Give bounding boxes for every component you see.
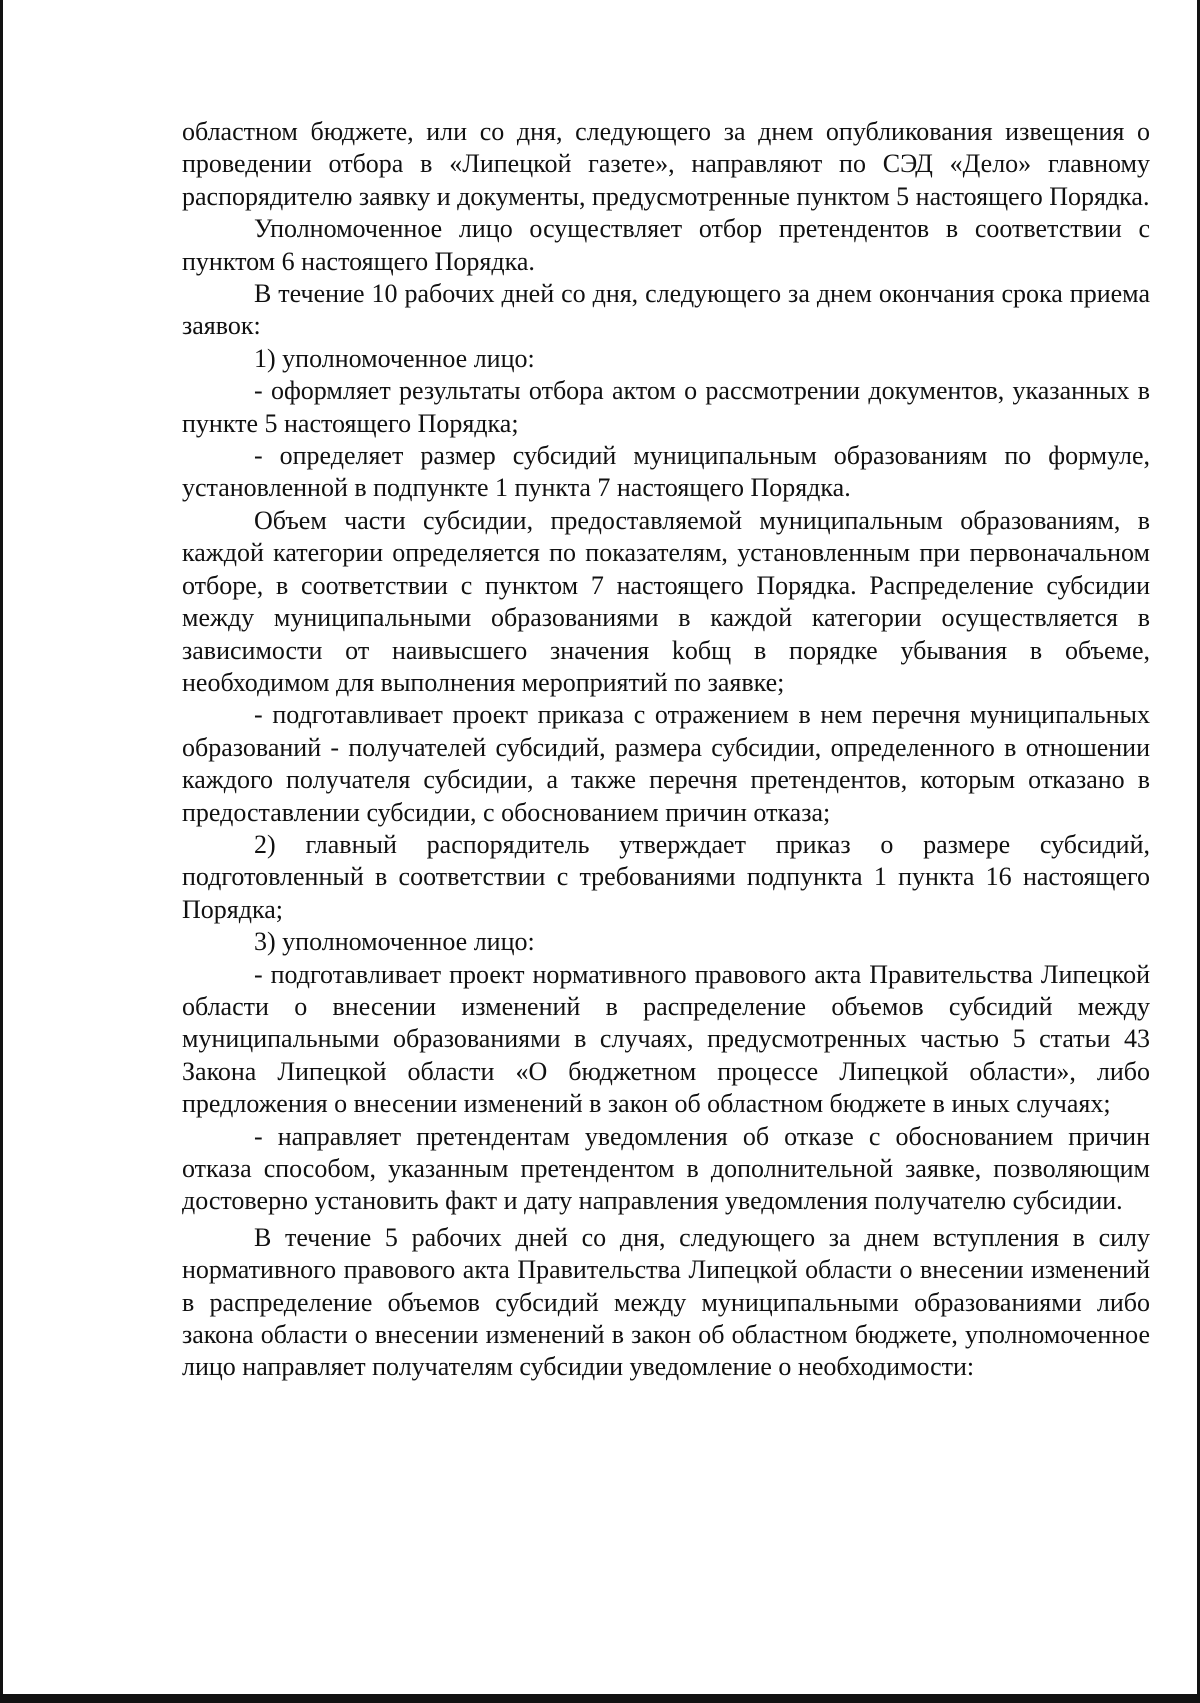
paragraph-distribution: Объем части субсидии, предоставляемой муниципальным образованиям, в каждой категории определяется по показателям, установленным при первоначальном отборе, в соответствии с пунктом 7 настоящего Порядка. Распределение субсидии между муниципальными образованиями в каждой категории осуществляется в зависимости от наивысшего значения kобщ в порядке убывания в объеме, необходимом для выполнения мероприятий по заявке; bbox=[182, 505, 1150, 697]
list-subitem-act: - оформляет результаты отбора актом о рассмотрении документов, указанных в пункте 5 настоящего Порядка; bbox=[182, 376, 1150, 438]
list-subitem-legal-act: - подготавливает проект нормативного правового акта Правительства Липецкой области о внесении изменений в распределение объемов субсидий между муниципальными образованиями в случаях, предусмотренных частью 5 статьи 43 Закона Липецкой области «О бюджетном процессе Липецкой области», либо предложения о внесении изменений в закон об областном бюджете в иных случаях; bbox=[182, 959, 1150, 1119]
scan-left-edge bbox=[0, 0, 3, 1703]
list-item-2: 2) главный распорядитель утверждает приказ о размере субсидий, подготовленный в соответствии с требованиями подпункта 1 пункта 16 настоящего Порядка; bbox=[182, 829, 1150, 924]
list-item-3: 3) уполномоченное лицо: bbox=[254, 927, 535, 957]
paragraph-continuation: областном бюджете, или со дня, следующего за днем опубликования извещения о проведении отбора в «Липецкой газете», направляют по СЭД «Дело» главному распорядителю заявку и документы, предусмотренные пунктом 5 настоящего Порядка. bbox=[182, 117, 1150, 211]
list-subitem-refusal-notice: - направляет претендентам уведомления об отказе с обоснованием причин отказа способом, указанным претендентом в дополнительной заявке, позволяющим достоверно установить факт и дату направления уведомления получателю субсидии. bbox=[182, 1121, 1150, 1216]
list-subitem-formula: - определяет размер субсидий муниципальным образованиям по формуле, установленной в подпункте 1 пункта 7 настоящего Порядка. bbox=[182, 441, 1150, 503]
list-subitem-order-draft: - подготавливает проект приказа с отражением в нем перечня муниципальных образований - получателей субсидий, размера субсидии, определенного в отношении каждого получателя субсидии, а также перечня претендентов, которым отказано в предоставлении субсидии, с обоснованием причин отказа; bbox=[182, 700, 1150, 827]
paragraph-selection: Уполномоченное лицо осуществляет отбор претендентов в соответствии с пунктом 6 настоящего Порядка. bbox=[182, 214, 1150, 276]
document-body bbox=[182, 116, 1150, 1384]
scan-bottom-edge bbox=[0, 1694, 1200, 1703]
paragraph-final-notice: В течение 5 рабочих дней со дня, следующего за днем вступления в силу нормативного правового акта Правительства Липецкой области о внесении изменений в распределение объемов субсидий между муниципальными образованиями либо закона области о внесении изменений в закон об областном бюджете, уполномоченное лицо направляет получателям субсидии уведомление о необходимости: bbox=[182, 1222, 1150, 1382]
list-item-1: 1) уполномоченное лицо: bbox=[254, 343, 535, 373]
paragraph-deadline: В течение 10 рабочих дней со дня, следующего за днем окончания срока приема заявок: bbox=[182, 279, 1150, 341]
